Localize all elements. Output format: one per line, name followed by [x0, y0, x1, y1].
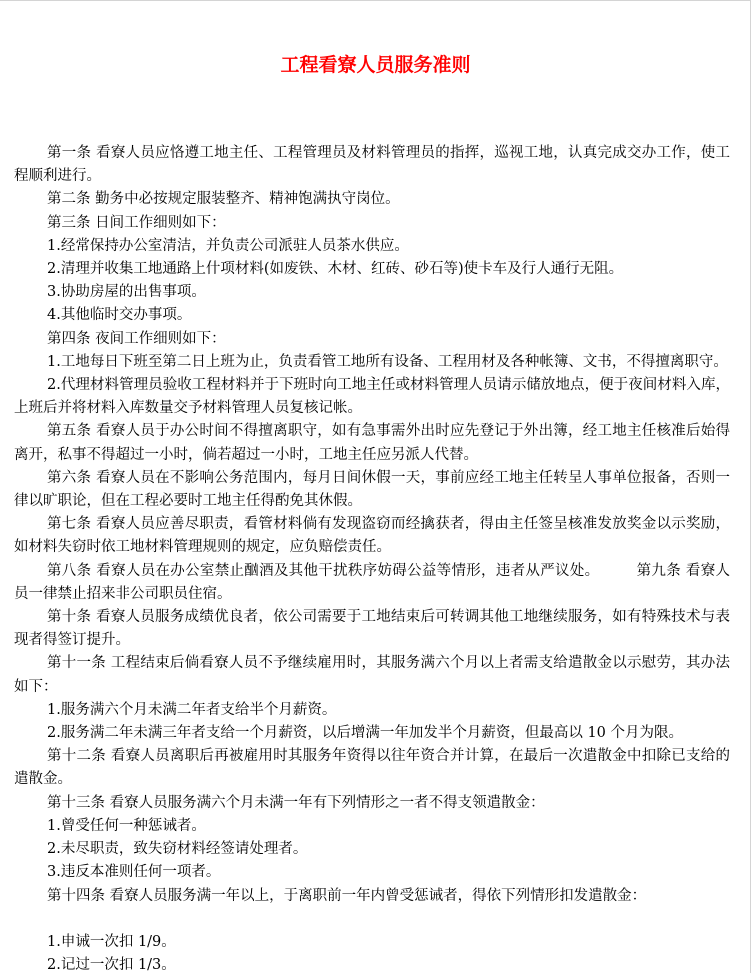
paragraph-article-1: 第一条 看寮人员应恪遵工地主任、工程管理员及材料管理员的指挥，巡视工地，认真完成交办工作，使工程顺利进行。 [14, 145, 730, 185]
list-item-exclusion-3: 3.违反本准则任何一项者。 [47, 864, 221, 881]
list-item-day-4: 4.其他临时交办事项。 [47, 307, 192, 324]
list-item-day-3: 3.协助房屋的出售事项。 [47, 284, 206, 301]
list-item-severance-1: 1.服务满六个月未满二年者支给半个月薪资。 [47, 701, 337, 718]
document-body [14, 142, 730, 977]
paragraph-article-6: 第六条 看寮人员在不影响公务范围内，每月日间休假一天，事前应经工地主任转呈人事单位报备，否则一律以旷职论，但在工程必要时工地主任得酌免其休假。 [14, 469, 730, 510]
paragraph-article-13: 第十三条 看寮人员服务满六个月未满一年有下列情形之一者不得支领遣散金： [47, 794, 545, 811]
paragraph-article-10: 第十条 看寮人员服务成绩优良者，依公司需要于工地结束后可转调其他工地继续服务，如有特殊技术与表现者得签订提升。 [14, 609, 730, 649]
list-item-day-2: 2.清理并收集工地通路上什项材料(如废铁、木材、红砖、砂石等)使卡车及行人通行无阻。 [47, 261, 624, 278]
page-top-border [0, 0, 751, 1]
list-item-exclusion-1: 1.曾受任何一种惩诫者。 [47, 817, 206, 834]
paragraph-article-7: 第七条 看寮人员应善尽职责，看管材料倘有发现盗窃而经擒获者，得由主任签呈核准发放奖金以示奖励，如材料失窃时依工地材料管理规则的规定，应负赔偿责任。 [14, 516, 730, 556]
list-item-deduction-1: 1.申诫一次扣 1/9。 [47, 933, 176, 950]
list-item-night-2: 2.代理材料管理员验收工程材料并于下班时向工地主任或材料管理人员请示储放地点，便于夜间材料入库，上班后并将材料入库数量交予材料管理人员复核记帐。 [14, 377, 730, 417]
list-item-exclusion-2: 2.未尽职责，致失窃材料经签请处理者。 [47, 841, 308, 858]
paragraph-article-8-9: 第八条 看寮人员在办公室禁止酗酒及其他干扰秩序妨碍公益等情形，违者从严议处。 第九条 看寮人员一律禁止招来非公司职员住宿。 [14, 562, 730, 602]
paragraph-article-4: 第四条 夜间工作细则如下： [47, 330, 226, 347]
paragraph-article-2: 第二条 勤务中必按规定服装整齐、精神饱满执守岗位。 [47, 191, 400, 208]
paragraph-gap [14, 908, 730, 931]
list-item-severance-2: 2.服务满二年未满三年者支给一个月薪资，以后增满一年加发半个月薪资，但最高以 10 个月为限。 [47, 725, 683, 742]
document-title: 工程看寮人员服务准则 [280, 54, 471, 76]
list-item-day-1: 1.经常保持办公室清洁，并负责公司派驻人员茶水供应。 [47, 237, 409, 254]
paragraph-article-3: 第三条 日间工作细则如下： [47, 214, 226, 231]
paragraph-article-5: 第五条 看寮人员于办公时间不得擅离职守，如有急事需外出时应先登记于外出簿，经工地主任核准后始得离开，私事不得超过一小时，倘若超过一小时，工地主任应另派人代替。 [14, 423, 730, 463]
list-item-deduction-2: 2.记过一次扣 1/3。 [47, 956, 176, 973]
paragraph-article-11: 第十一条 工程结束后倘看寮人员不予继续雇用时，其服务满六个月以上者需支给遣散金以示慰劳，其办法如下： [14, 655, 730, 695]
paragraph-article-14: 第十四条 看寮人员服务满一年以上，于离职前一年内曾受惩诫者，得依下列情形扣发遣散金： [47, 887, 647, 904]
paragraph-article-12: 第十二条 看寮人员离职后再被雇用时其服务年资得以往年资合并计算，在最后一次遣散金中扣除已支给的遣散金。 [14, 748, 730, 788]
list-item-night-1: 1.工地每日下班至第二日上班为止，负责看管工地所有设备、工程用材及各种帐簿、文书，不得擅离职守。 [47, 353, 728, 370]
